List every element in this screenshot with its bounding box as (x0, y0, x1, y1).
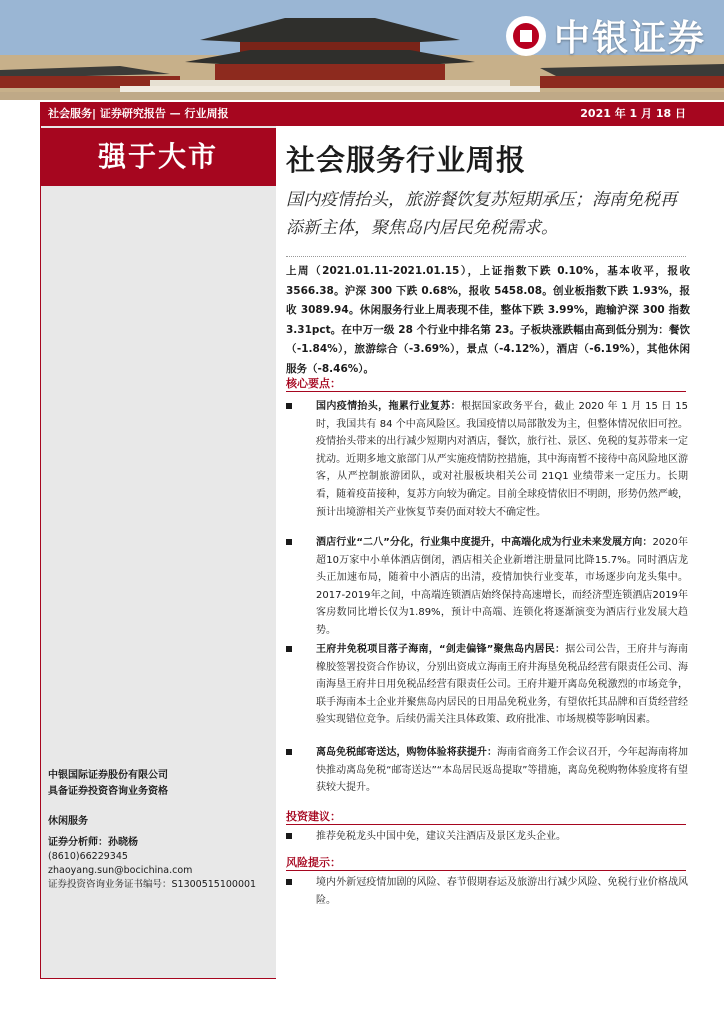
sector-label: 休闲服务 (48, 816, 88, 827)
investment-rule (286, 824, 686, 825)
report-header-bar (40, 102, 724, 126)
bullet-square-icon (286, 539, 292, 545)
key-point-lead: 王府井免税项目落子海南，“剑走偏锋”聚焦岛内居民： (316, 644, 566, 655)
report-subtitle: 国内疫情抬头，旅游餐饮复苏短期承压；海南免税再添新主体，聚焦岛内居民免税需求。 (286, 190, 677, 238)
bullet-square-icon (286, 646, 292, 652)
header-banner (0, 0, 724, 100)
boc-logo-icon (506, 16, 546, 56)
key-point-lead: 国内疫情抬头，拖累行业复苏： (316, 401, 461, 412)
risk-rule (286, 870, 686, 871)
firm-info (48, 768, 168, 800)
analyst-phone: (8610)66229345 (48, 851, 128, 862)
key-point-item (286, 534, 688, 640)
risk-text: 境内外新冠疫情加剧的风险、春节假期春运及旅游出行减少风险、免税行业价格战风险。 (316, 877, 688, 906)
key-point-item (286, 398, 688, 521)
brand-logo (506, 10, 706, 61)
key-point-lead: 酒店行业“二八”分化，行业集中度提升，中高端化成为行业未来发展方向： (316, 537, 653, 548)
analyst-license: 证券投资咨询业务证书编号：S1300515100001 (48, 879, 257, 890)
key-point-lead: 离岛免税邮寄送达，购物体验将获提升： (316, 747, 497, 758)
firm-name: 中银国际证券股份有限公司 (48, 770, 168, 781)
report-category: 社会服务| 证券研究报告 — 行业周报 (48, 107, 229, 120)
key-points-rule (286, 391, 686, 392)
analyst-name: 证券分析师：孙晓杨 (48, 837, 138, 848)
key-point-item (286, 641, 688, 729)
key-point-text: 海南省商务工作会议召开，今年起海南将加快推动离岛免税“邮寄送达”“本岛居民返岛提取”等措施，离岛免税购物体验度将有望获较大提升。 (316, 747, 688, 794)
key-point-item (286, 744, 688, 797)
report-title: 社会服务行业周报 (286, 143, 527, 177)
brand-name: 中银证券 (553, 18, 706, 59)
analyst-email[interactable]: zhaoyang.sun@bocichina.com (48, 865, 193, 876)
market-summary: 上周（2021.01.11-2021.01.15），上证指数下跌 0.10%，基本收平，报收 3566.38。沪深 300 下跌 0.68%，报收 5458.08。创业板指数下跌 1.93%，报收 3089.94。休闲服务行业上周表现不佳，整体下跌 3.99%，跑输沪深 300 指数 3.31pct。在中万一级 28 个行业中排名第 23。子板块涨跌幅由高到低分别为：餐饮（-1.84%），旅游综合（-3.69%），景点（-4.12%），酒店（-6.19%），其他休闲服务（-8.46%）。 (286, 265, 690, 375)
analyst-info (48, 836, 256, 892)
investment-text: 推荐免税龙头中国中免，建议关注酒店及景区龙头企业。 (316, 831, 566, 842)
sidebar-left-border (40, 126, 41, 978)
bullet-square-icon (286, 833, 292, 839)
bullet-square-icon (286, 879, 292, 885)
investment-item (286, 828, 688, 846)
report-date: 2021 年 1 月 18 日 (580, 107, 686, 120)
rating-tagline: 强于大市 (40, 128, 276, 186)
subtitle-divider (286, 256, 686, 257)
key-point-text: 据公司公告，王府井与海南橡胶签署投资合作协议，分别出资成立海南王府井海垦免税品经营有限责任公司、海南海垦王府井日用免税品经营有限责任公司。王府井避开离岛免税激烈的市场竞争，联手海南本土企业并聚焦岛内居民的日用品免税业务，有望依托其品牌和百货经营经验实现错位竞争。后续仍需关注具体政策、政府批准、市场规模等影响因素。 (316, 644, 688, 726)
investment-heading: 投资建议： (286, 810, 341, 823)
risk-item (286, 874, 688, 909)
key-point-text: 根据国家政务平台，截止 2020 年 1 月 15 日 15 时，我国共有 84 个中高风险区。我国疫情以局部散发为主，但整体情况依旧可控。疫情抬头带来的出行减少短期内对酒店，餐饮，旅行社、景区、免税的复苏带来一定扰动。近期多地文旅部门从严实施疫情防控措施，其中海南暂不接待中高风险地区游客，从严控制旅游团队，或对社服板块相关公司 21Q1 业绩带来一定压力。长期看，随着疫苗接种，复苏方向较为确定。目前全球疫情依旧不明朗，形势仍然严峻，预计出境游相关产业恢复节奏仍面对较大不确定性。 (316, 401, 689, 518)
bullet-square-icon (286, 403, 292, 409)
bullet-square-icon (286, 749, 292, 755)
firm-qualification: 具备证券投资咨询业务资格 (48, 786, 168, 797)
key-point-text: 2020年超10万家中小单体酒店倒闭，酒店相关企业新增注册量同比降15.7%。同时酒店龙头正加速布局，随着中小酒店的出清，疫情加快行业变革，市场逐步向龙头集中。2017-2019年之间，中高端连锁酒店始终保持高速增长，而经济型连锁酒店2019年客房数同比增长仅为1.89%，预计中高端、连锁化将逐渐演变为酒店行业发展大趋势。 (316, 537, 688, 636)
risk-heading: 风险提示： (286, 856, 341, 869)
sidebar-bottom-border (40, 978, 276, 979)
key-points-heading: 核心要点： (286, 377, 341, 390)
